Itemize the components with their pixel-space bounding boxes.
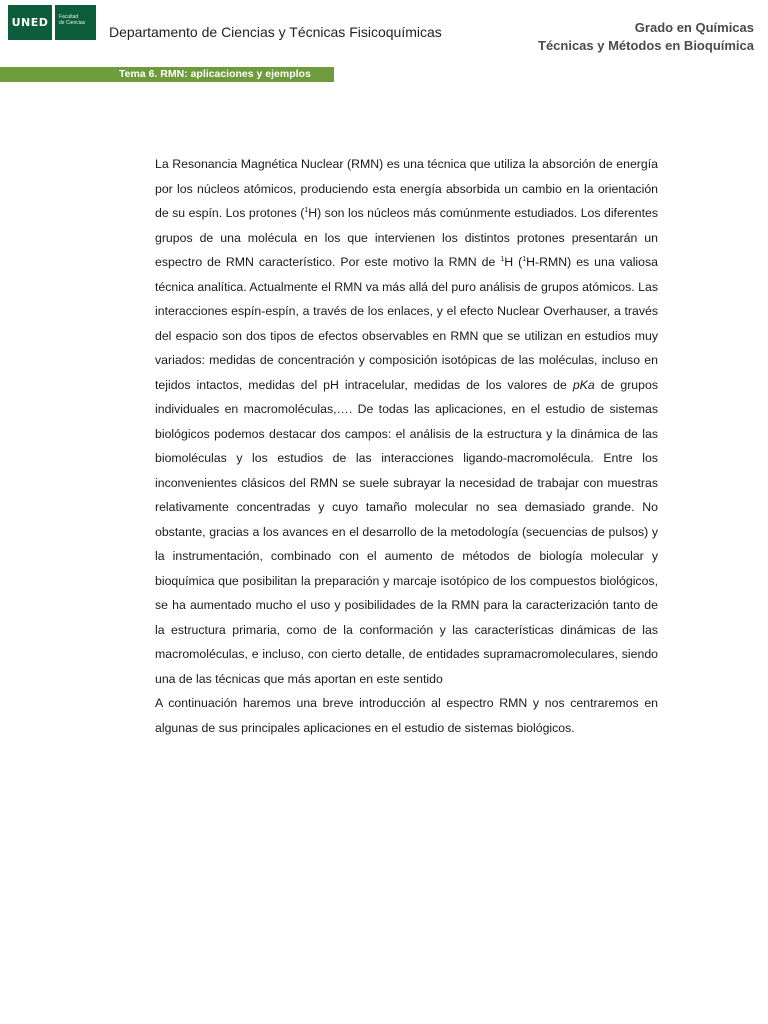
superscript-1: 1 xyxy=(304,206,309,214)
uned-logo-mark: UNED xyxy=(8,5,52,40)
superscript-3: 1 xyxy=(522,255,527,263)
paragraph-2: A continuación haremos una breve introducción al espectro RMN y nos centraremos en algunas de sus principales aplicaciones en el estudio de sistemas biológicos. xyxy=(155,696,658,735)
grado-line-1: Grado en Químicas xyxy=(634,20,754,35)
uned-logo xyxy=(8,5,96,40)
paragraph-1 xyxy=(155,152,658,691)
p1-part-b: H) son los núcleos más comúnmente estudiados. Los diferentes grupos de una molécula en los que intervienen los distintos protones presentarán un espectro de RMN característico. Por este motivo la RMN de xyxy=(155,206,658,269)
superscript-2: 1 xyxy=(500,255,505,263)
pka-term: pKa xyxy=(572,377,595,392)
course-title xyxy=(538,19,754,55)
p1-part-d: H-RMN) es una valiosa técnica analítica. Actualmente el RMN va más allá del puro análisis de grupos atómicos. Las interacciones espín-espín, a través de los enlaces, y el efecto Nuclear Overhauser, a través del espacio son dos tipos de efectos observables en RMN que se utilizan en estudios muy variados: medidas de concentración y composición isotópicas de las moléculas, incluso en tejidos intactos, medidas del pH intracelular, medidas de los valores de xyxy=(155,255,658,392)
grado-line-2: Técnicas y Métodos en Bioquímica xyxy=(538,38,754,53)
p1-part-e: de grupos individuales en macromoléculas,…. De todas las aplicaciones, en el estudio de sistemas biológicos podemos destacar dos campos: el análisis de la estructura y la dinámica de las biomoléculas y los estudios de las interacciones ligando-macromolécula. Entre los inconvenientes clásicos del RMN se suele subrayar la necesidad de trabajar con muestras relativamente concentradas y cuyo tamaño molecular no sea demasiado grande. No obstante, gracias a los avances en el desarrollo de la metodología (secuencias de pulsos) y la instrumentación, combinado con el aumento de métodos de biología molecular y bioquímica que posibilitan la preparación y marcaje isotópico de los compuestos biológicos, se ha aumentado mucho el uso y posibilidades de la RMN para la caracterización tanto de la estructura primaria, como de la conformación y las características dinámicas de las macromoléculas, e incluso, con cierto detalle, de entidades supramacromoleculares, siendo una de las técnicas que más aportan en este sentido xyxy=(155,377,658,686)
p1-part-c: H ( xyxy=(504,255,523,269)
faculty-line-1: Facultad xyxy=(59,14,79,20)
p1-part-a: La Resonancia Magnética Nuclear (RMN) es una técnica que utiliza la absorción de energía por los núcleos atómicos, produciendo esta energía absorbida un cambio en la orientación de su espín. Los protones ( xyxy=(155,157,658,220)
topic-bar: Tema 6. RMN: aplicaciones y ejemplos xyxy=(0,67,334,82)
department-title: Departamento de Ciencias y Técnicas Fisicoquímicas xyxy=(109,24,442,40)
faculty-line-2: de Ciencias xyxy=(59,20,86,26)
body-text xyxy=(155,152,658,740)
faculty-logo-text xyxy=(55,5,96,40)
